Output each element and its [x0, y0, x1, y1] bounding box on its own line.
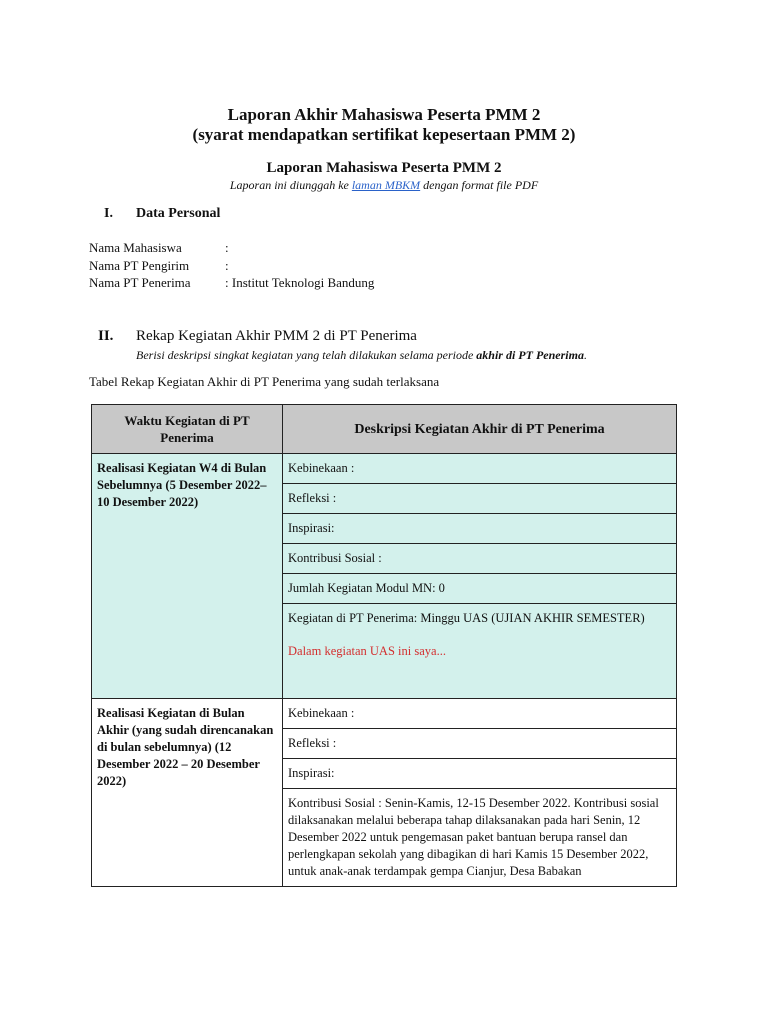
field-value: : [225, 258, 229, 273]
section-2-number: II. [98, 328, 114, 344]
document-subtitle: Laporan Mahasiswa Peserta PMM 2 [266, 160, 502, 176]
table-row [92, 454, 677, 484]
field-nama-mahasiswa [89, 240, 229, 256]
period-cell-1: Realisasi Kegiatan W4 di Bulan Sebelumnya (5 Desember 2022– 10 Desember 2022) [92, 454, 283, 699]
field-value: : Institut Teknologi Bandung [225, 275, 375, 290]
inspirasi-cell-2: Inspirasi: [283, 759, 677, 789]
refleksi-cell-2: Refleksi : [283, 729, 677, 759]
inspirasi-cell-1: Inspirasi: [283, 514, 677, 544]
kontribusi-cell-2: Kontribusi Sosial : Senin-Kamis, 12-15 Desember 2022. Kontribusi sosial dilaksanakan melalui beberapa tahap dilaksanakan pada hari Senin, 12 Desember 2022 untuk pengemasan paket bantuan berupa ransel dan perlengkapan sekolah yang dibagikan di hari Kamis 15 Desember 2022, untuk anak-anak terdampak gempa Cianjur, Desa Babakan [283, 789, 677, 887]
description-end: . [583, 348, 587, 362]
field-nama-pt-penerima [89, 275, 374, 291]
section-1-number: I. [104, 206, 113, 221]
section-2-description [136, 348, 587, 363]
section-2-heading [98, 328, 417, 345]
field-value: : [225, 240, 229, 255]
section-1-heading [104, 206, 220, 222]
upload-note-text-end: dengan format file PDF [420, 178, 539, 192]
period-cell-2: Realisasi Kegiatan di Bulan Akhir (yang sudah direncanakan di bulan sebelumnya) (12 Desember 2022 – 20 Desember 2022) [92, 699, 283, 887]
upload-note-text: Laporan ini diunggah ke [229, 178, 352, 192]
kontribusi-cell-1: Kontribusi Sosial : [283, 544, 677, 574]
refleksi-cell-1: Refleksi : [283, 484, 677, 514]
title-line-2: (syarat mendapatkan sertifikat kepesertaan PMM 2) [192, 125, 576, 144]
document-title [0, 105, 768, 145]
description-text: Berisi deskripsi singkat kegiatan yang telah dilakukan selama periode [136, 348, 477, 362]
header-deskripsi: Deskripsi Kegiatan Akhir di PT Penerima [283, 405, 677, 454]
kebinekaan-cell-2: Kebinekaan : [283, 699, 677, 729]
pt-activity-cell [283, 604, 677, 699]
pt-activity-red-text: Dalam kegiatan UAS ini saya... [288, 644, 446, 658]
field-label: Nama PT Pengirim [89, 258, 190, 273]
mbkm-link[interactable]: laman MBKM [351, 178, 421, 192]
upload-note [0, 178, 768, 193]
section-2-title: Rekap Kegiatan Akhir PMM 2 di PT Penerima [136, 328, 417, 344]
jumlah-modul-cell: Jumlah Kegiatan Modul MN: 0 [283, 574, 677, 604]
field-label: Nama Mahasiswa [89, 240, 182, 255]
table-row [92, 699, 677, 729]
title-line-1: Laporan Akhir Mahasiswa Peserta PMM 2 [227, 105, 541, 124]
rekap-table [91, 404, 677, 887]
table-header-row [92, 405, 677, 454]
header-waktu: Waktu Kegiatan di PT Penerima [92, 405, 283, 454]
field-label: Nama PT Penerima [89, 275, 191, 290]
section-1-title: Data Personal [136, 206, 221, 221]
pt-activity-text: Kegiatan di PT Penerima: Minggu UAS (UJIAN AKHIR SEMESTER) [288, 611, 645, 625]
field-nama-pt-pengirim [89, 258, 229, 274]
kebinekaan-cell-1: Kebinekaan : [283, 454, 677, 484]
description-bold: akhir di PT Penerima [476, 348, 584, 362]
table-caption: Tabel Rekap Kegiatan Akhir di PT Penerima yang sudah terlaksana [89, 374, 440, 389]
